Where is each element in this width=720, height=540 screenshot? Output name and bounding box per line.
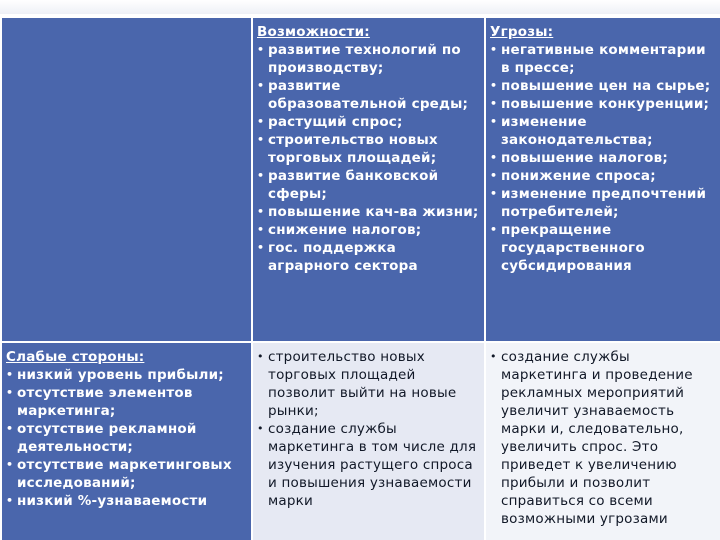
swot-matrix-table bbox=[0, 16, 720, 540]
top-band bbox=[0, 0, 720, 14]
list-item: • строительство новых торговых площадей позволит выйти на новые рынки; bbox=[257, 349, 457, 419]
list-item: • отсутствие маркетинговых исследований; bbox=[6, 457, 232, 491]
opportunities-heading: Возможности: bbox=[257, 24, 370, 40]
list-item: • изменение законодательства; bbox=[490, 114, 653, 148]
list-item: • гос. поддержка аграрного сектора bbox=[257, 240, 418, 274]
list-item: • строительство новых торговых площадей; bbox=[257, 132, 438, 166]
list-item: • развитие банковской сферы; bbox=[257, 168, 439, 202]
list-item: • отсутствие рекламной деятельности; bbox=[6, 421, 197, 455]
table-row-weaknesses bbox=[1, 342, 720, 540]
list-item: • повышение цен на сырье; bbox=[490, 78, 711, 94]
list-item: • развитие технологий по производству; bbox=[257, 42, 461, 76]
weaknesses-heading: Слабые стороны: bbox=[6, 349, 145, 365]
list-item: • низкий %-узнаваемости bbox=[6, 493, 208, 509]
list-item: • развитие образовательной среды; bbox=[257, 78, 469, 112]
empty-corner-cell bbox=[1, 17, 252, 342]
list-item: • снижение налогов; bbox=[257, 222, 422, 238]
list-item: • негативные комментарии в прессе; bbox=[490, 42, 706, 76]
opportunities-list bbox=[257, 41, 480, 275]
list-item: • создание службы маркетинга и проведение рекламных мероприятий увеличит узнаваемость марки и, следовательно, увеличить спрос. Это приведет к увеличению прибыли и позволит справиться со всеми возможными угрозами bbox=[490, 349, 693, 527]
list-item: • понижение спроса; bbox=[490, 168, 656, 184]
list-item: • изменение предпочтений потребителей; bbox=[490, 186, 707, 220]
list-item: • низкий уровень прибыли; bbox=[6, 367, 224, 383]
list-item: • растущий спрос; bbox=[257, 114, 403, 130]
threats-heading: Угрозы: bbox=[490, 24, 554, 40]
weakness-opportunity-list bbox=[257, 348, 480, 510]
list-item: • создание службы маркетинга в том числе для изучения растущего спроса и повышения узнаваемости марки bbox=[257, 421, 477, 509]
list-item: • повышение налогов; bbox=[490, 150, 668, 166]
weaknesses-cell bbox=[1, 342, 252, 540]
weaknesses-list bbox=[6, 366, 247, 510]
list-item: • отсутствие элементов маркетинга; bbox=[6, 385, 193, 419]
opportunities-cell bbox=[252, 17, 485, 342]
table-row-header bbox=[1, 17, 720, 342]
weakness-opportunity-cell bbox=[252, 342, 485, 540]
weakness-threat-cell bbox=[485, 342, 720, 540]
list-item: • прекращение государственного субсидирования bbox=[490, 222, 645, 274]
list-item: • повышение конкуренции; bbox=[490, 96, 710, 112]
threats-cell bbox=[485, 17, 720, 342]
weakness-threat-list bbox=[490, 348, 716, 528]
list-item: • повышение кач-ва жизни; bbox=[257, 204, 479, 220]
threats-list bbox=[490, 41, 716, 275]
